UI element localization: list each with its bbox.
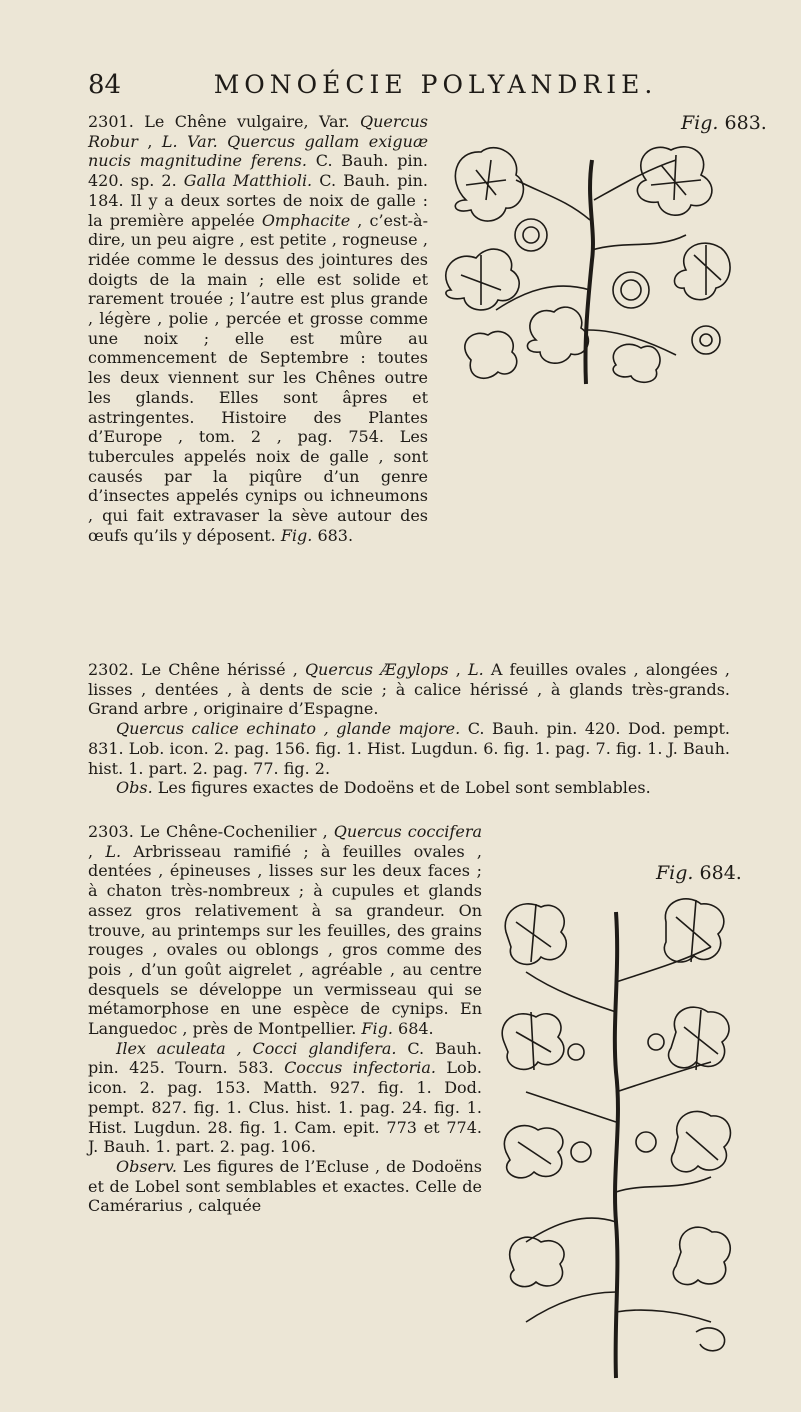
entry-number: 2302.	[88, 660, 134, 679]
entry-2303: 2303. Le Chêne-Cochenilier , Quercus coccifera , L. Arbrisseau ramifié ; à feuilles ovales , dentées , épineuses , lisses sur les deux faces ; à chaton très-nombreux ; à cupules et glands assez gros relativement à sa grandeur. On trouve, au printemps sur les feuilles, des grains rouges , ovales ou oblongs , gros comme des pois , d’un goût aigrelet , agréable , au centre desquels se développe un vermisseau qui se métamorphose en une espèce de cynips. En Languedoc , près de Montpellier. Fig. 684. Ilex aculeata , Cocci glandifera. C. Bauh. pin. 425. Tourn. 583. Coccus infectoria. Lob. icon. 2. pag. 153. Matth. 927. fig. 1. Dod. pempt. 827. fig. 1. Clus. hist. 1. pag. 24. fig. 1. Hist. Lugdun. 28. fig. 1. Cam. epit. 773 et 774. J. Bauh. 1. part. 2. pag. 106. Observ. Les figures de l’Ecluse , de Dodoëns et de Lobel sont semblables et exactes. Celle de Camérarius , calquée	[88, 822, 483, 1216]
page-number: 84	[88, 70, 122, 100]
entry-2301: 2301. Le Chêne vulgaire, Var. Quercus Robur , L. Var. Quercus gallam exiguæ nucis magnitudine ferens. C. Bauh. pin. 420. sp. 2. Galla Matthioli. C. Bauh. pin. 184. Il y a deux sortes de noix de galle : la première appelée Omphacite , c’est-à-dire, un peu aigre , est petite , rogneuse , ridée comme le dessus des jointures des doigts de la main ; elle est solide et rarement trouée ; l’autre est plus grande , légère , polie , percée et grosse comme une noix ; elle est mûre au commencement de Septembre : toutes les deux viennent sur les Chênes outre les glands. Elles sont âpres et astringentes. Histoire des Plantes d’Europe , tom. 2 , pag. 754. Les tubercules appelés noix de galle , sont causés par la piqûre d’un genre d’insectes appelés cynips ou ichneumons , qui fait extravaser la sève autour des œufs qu’ils y déposent. Fig. 683.	[88, 112, 429, 545]
figure-683-label: Fig. 683.	[681, 112, 767, 134]
page-header	[88, 70, 728, 106]
running-title: MONOÉCIE POLYANDRIE.	[213, 70, 658, 99]
kermes-oak-illustration	[496, 892, 738, 1380]
figure-684-label: Fig. 684.	[656, 862, 742, 884]
entry-number: 2301.	[88, 112, 134, 131]
entry-number: 2303.	[88, 822, 134, 841]
entry-2302: 2302. Le Chêne hérissé , Quercus Ægylops , L. A feuilles ovales , alongées , lisses , dentées , à dents de scie ; à calice hérissé , à glands très-grands. Grand arbre , originaire d’Espagne. Quercus calice echinato , glande majore. C. Bauh. pin. 420. Dod. pempt. 831. Lob. icon. 2. pag. 156. fig. 1. Hist. Lugdun. 6. fig. 1. pag. 7. fig. 1. J. Bauh. hist. 1. part. 2. pag. 77. fig. 2. Obs. Les figures exactes de Dodoëns et de Lobel sont semblables.	[88, 660, 731, 798]
oak-gall-illustration	[436, 140, 738, 388]
